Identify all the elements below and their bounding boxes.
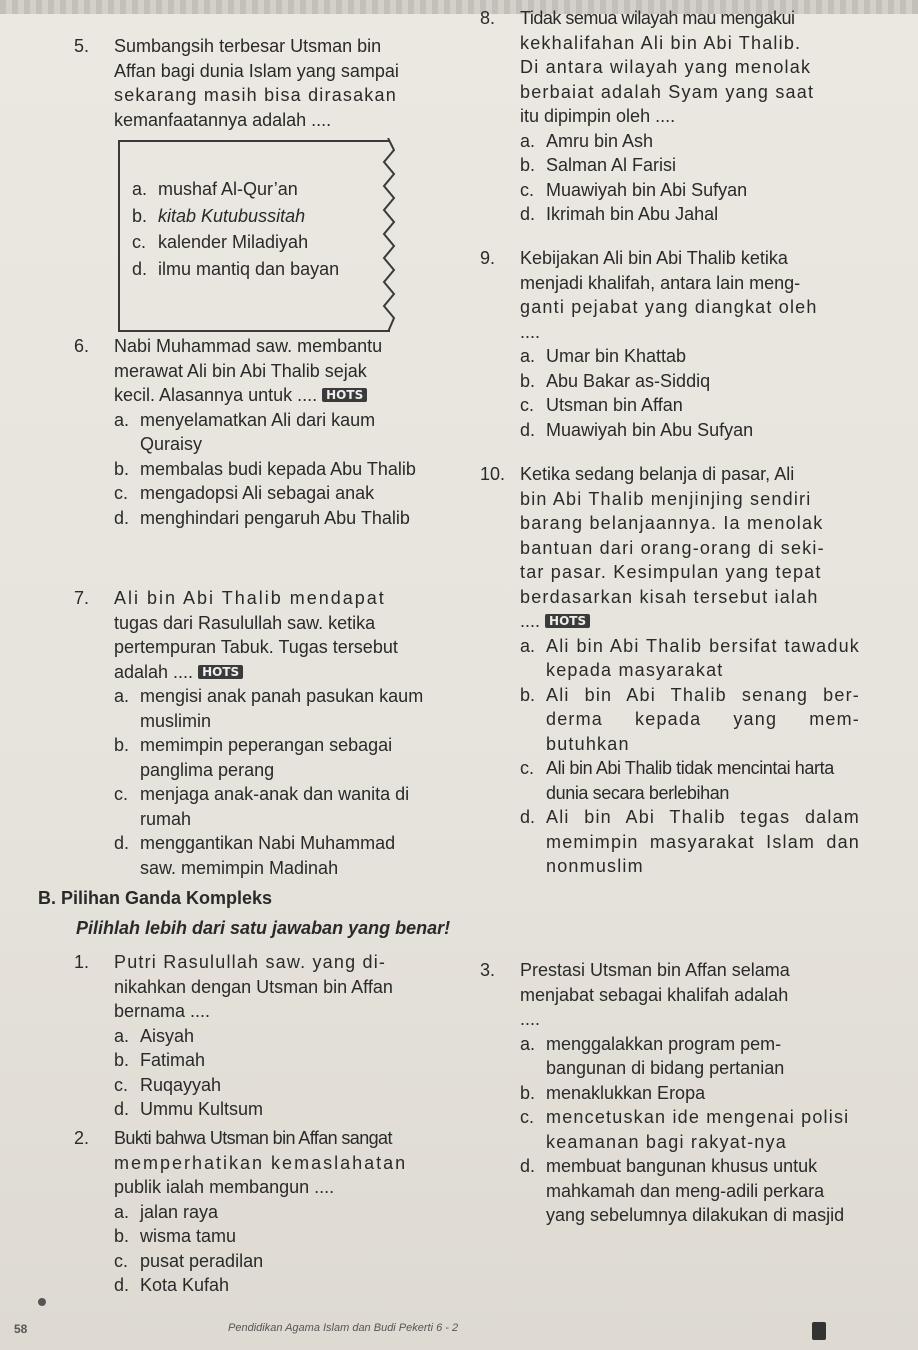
question-text-line [114,383,434,408]
option-label: a. [114,1025,130,1046]
complex-question-3 [480,958,860,1228]
question-text-line: Kebijakan Ali bin Abi Thalib ketika [520,248,788,268]
question-text-line: kemanfaatannya adalah .... [114,109,332,130]
question-number: 8. [480,8,496,28]
option-text: Ali bin Abi Thalib tegas dalam memimpin masyarakat Islam dan nonmuslim [546,807,860,876]
option-d[interactable] [520,805,860,879]
option-d[interactable] [114,1097,434,1122]
option-text: membuat bangunan khusus untuk mahkamah dan meng-adili perkara yang sebelumnya dilakukan di masjid [546,1156,845,1225]
option-text: Ruqayyah [140,1074,222,1095]
complex-question-2 [74,1126,434,1298]
option-label: d. [114,833,130,853]
option-label: c. [520,395,535,415]
option-d[interactable] [114,831,434,880]
hots-badge: HOTS [198,665,243,679]
question-number: 10. [480,464,506,484]
option-text: mengisi anak panah pasukan kaum muslimin [140,686,424,731]
option-c[interactable] [520,393,860,418]
option-text: menjaga anak-anak dan wanita di rumah [140,784,410,829]
option-a[interactable] [520,129,860,154]
option-b[interactable] [520,1081,860,1106]
option-text: menghindari pengaruh Abu Thalib [140,507,410,528]
option-a[interactable] [520,1032,860,1081]
question-8 [480,6,860,227]
option-c[interactable] [114,782,434,831]
question-text-line: bernama .... [114,1001,211,1021]
option-label: a. [520,130,536,151]
option-text: Ummu Kultsum [140,1099,264,1119]
question-text-line: pertempuran Tabuk. Tugas tersebut [114,637,398,657]
option-a[interactable] [114,1200,434,1225]
option-c[interactable] [114,1249,434,1274]
question-number: 5. [74,36,90,56]
question-text-line [520,609,860,634]
question-text: adalah .... [114,661,194,682]
question-text-line: Tidak semua wilayah mau mengakui [520,8,795,28]
option-a[interactable] [520,344,860,369]
question-10 [480,462,860,879]
option-b[interactable] [132,203,339,230]
option-label: d. [520,807,536,827]
option-label: c. [114,1074,129,1095]
option-label: d. [520,419,536,440]
option-label: a. [114,686,130,706]
question-text-line: barang belanjaannya. Ia menolak [520,513,824,533]
option-text: Ikrimah bin Abu Jahal [546,204,719,224]
option-label: b. [132,205,148,226]
question-text-line: bantuan dari orang-orang di seki- [520,537,825,558]
option-label: b. [114,1226,130,1246]
question-7 [74,586,434,880]
option-label: d. [114,507,130,528]
option-b[interactable] [114,457,434,482]
page-dot [38,1298,46,1306]
option-text: Abu Bakar as-Siddiq [546,370,711,391]
option-text: Ali bin Abi Thalib tidak mencintai harta dunia secara berlebihan [546,758,834,803]
option-label: b. [520,1082,536,1103]
question-6 [74,334,434,530]
question-text-line: publik ialah membangun .... [114,1177,335,1197]
option-label: c. [114,784,129,804]
option-text: Utsman bin Affan [546,395,683,415]
option-a[interactable] [520,634,860,683]
question-text-line: memperhatikan kemaslahatan [114,1152,408,1173]
question-text-line: Di antara wilayah yang menolak [520,57,812,77]
question-text-line: Nabi Muhammad saw. membantu [114,336,383,356]
option-text: Muawiyah bin Abi Sufyan [546,179,748,200]
option-b[interactable] [520,153,860,178]
option-b[interactable] [114,1048,434,1073]
question-text-line: .... [520,321,541,342]
option-b[interactable] [114,733,434,782]
option-b[interactable] [114,1224,434,1249]
question-text-line: nikahkan dengan Utsman bin Affan [114,976,393,997]
option-a[interactable] [114,408,434,457]
corner-mark [812,1322,826,1340]
option-a[interactable] [132,176,339,203]
option-b[interactable] [520,369,860,394]
question-text-line: Ketika sedang belanja di pasar, Ali [520,464,795,484]
option-label: b. [114,735,130,755]
question-text-line: Bukti bahwa Utsman bin Affan sangat [114,1128,392,1148]
hots-badge: HOTS [545,614,590,628]
question-text-line: ganti pejabat yang diangkat oleh [520,297,818,317]
option-label: a. [114,409,130,430]
question-number: 7. [74,588,90,608]
option-d[interactable] [520,1154,860,1228]
question-text-line: itu dipimpin oleh .... [520,106,676,126]
section-b-instruction: Pilihlah lebih dari satu jawaban yang benar! [76,918,451,938]
option-text: jalan raya [140,1201,219,1222]
option-label: b. [520,684,536,705]
option-text: Ali bin Abi Thalib bersifat tawaduk kepada masyarakat [546,635,860,680]
option-d[interactable] [520,418,860,443]
question-text-line: sekarang masih bisa dirasakan [114,85,397,105]
option-text: Umar bin Khattab [546,346,687,366]
question-text-line: Affan bagi dunia Islam yang sampai [114,60,399,81]
question-text-line: Putri Rasulullah saw. yang di- [114,952,387,972]
option-text: Muawiyah bin Abu Sufyan [546,419,754,440]
option-text: mushaf Al-Qur’an [158,179,298,199]
option-label: b. [520,370,536,391]
option-text: memimpin peperangan sebagai panglima perang [140,735,393,780]
option-b[interactable] [520,683,860,757]
option-text: membalas budi kepada Abu Thalib [140,458,416,479]
option-c[interactable] [132,229,339,256]
question-5 [74,34,434,132]
option-label: a. [132,179,148,199]
option-label: b. [520,155,536,175]
section-b-title: B. Pilihan Ganda Kompleks [38,888,273,908]
question-number: 1. [74,952,90,972]
question-text-line: menjadi khalifah, antara lain meng- [520,272,801,293]
question-text-line: berbaiat adalah Syam yang saat [520,81,815,102]
option-text: kalender Miladiyah [158,232,309,252]
option-text: menggalakkan program pem-bangunan di bidang pertanian [546,1033,785,1078]
question-text-line: menjabat sebagai khalifah adalah [520,984,789,1005]
option-label: d. [520,204,536,224]
question-text-line: Sumbangsih terbesar Utsman bin [114,36,382,56]
question-text-line: .... [520,1009,541,1029]
question-text-line: kekhalifahan Ali bin Abi Thalib. [520,32,802,53]
option-label: c. [114,483,129,503]
option-text: Ali bin Abi Thalib senang ber-derma kepada yang mem-butuhkan [546,684,860,754]
complex-question-1 [74,950,434,1122]
option-d[interactable] [114,506,434,531]
option-label: b. [114,1050,130,1070]
option-label: d. [520,1156,536,1176]
question-text-line: tugas dari Rasulullah saw. ketika [114,612,376,633]
book-title: Pendidikan Agama Islam dan Budi Pekerti 6 - 2 [228,1322,459,1334]
question-text-line: tar pasar. Kesimpulan yang tepat [520,562,822,582]
option-c[interactable] [520,756,860,805]
option-text: ilmu mantiq dan bayan [158,258,340,279]
option-c[interactable] [520,178,860,203]
option-text: menyelamatkan Ali dari kaum Quraisy [140,409,376,454]
question-text-line: Ali bin Abi Thalib mendapat [114,588,386,608]
option-c[interactable] [114,1073,434,1098]
option-text: menaklukkan Eropa [546,1082,706,1103]
question-5-options [132,176,339,282]
question-text-line: berdasarkan kisah tersebut ialah [520,586,819,607]
question-number: 9. [480,248,496,268]
option-a[interactable] [114,1024,434,1049]
box-torn-edge [382,138,396,332]
question-text-line: Prestasi Utsman bin Affan selama [520,960,790,980]
option-text: Fatimah [140,1050,206,1070]
question-number: 3. [480,960,496,980]
option-d[interactable] [114,1273,434,1298]
question-text-line: bin Abi Thalib menjinjing sendiri [520,488,812,509]
option-text: Salman Al Farisi [546,155,677,175]
question-number: 6. [74,336,90,356]
option-c[interactable] [520,1105,860,1154]
option-d[interactable] [520,202,860,227]
option-text: pusat peradilan [140,1250,264,1271]
option-text: mengadopsi Ali sebagai anak [140,483,375,503]
option-c[interactable] [114,481,434,506]
option-label: a. [520,1033,536,1054]
question-text: .... [520,611,541,631]
option-label: d. [114,1275,130,1295]
page-number: 58 [14,1322,28,1336]
question-text: kecil. Alasannya untuk .... [114,385,318,405]
option-label: a. [520,346,536,366]
option-label: d. [114,1099,130,1119]
option-label: c. [114,1250,129,1271]
question-9 [480,246,860,442]
option-d[interactable] [132,256,339,283]
option-text: Kota Kufah [140,1275,230,1295]
option-text: wisma tamu [140,1226,237,1246]
option-text: menggantikan Nabi Muhammad saw. memimpin Madinah [140,833,396,878]
option-text: Aisyah [140,1025,195,1046]
question-text-line: merawat Ali bin Abi Thalib sejak [114,360,367,381]
option-label: c. [132,232,147,252]
question-text-line [114,660,434,685]
option-text: kitab Kutubussitah [158,205,306,226]
option-label: a. [114,1201,130,1222]
option-label: d. [132,258,148,279]
option-label: a. [520,635,536,656]
option-text: mencetuskan ide mengenai polisi keamanan bagi rakyat-nya [546,1107,850,1152]
hots-badge: HOTS [322,388,367,402]
option-label: c. [520,1107,535,1127]
option-label: c. [520,179,535,200]
option-label: b. [114,458,130,479]
option-a[interactable] [114,684,434,733]
option-text: Amru bin Ash [546,130,654,151]
option-label: c. [520,758,535,778]
question-number: 2. [74,1128,90,1148]
